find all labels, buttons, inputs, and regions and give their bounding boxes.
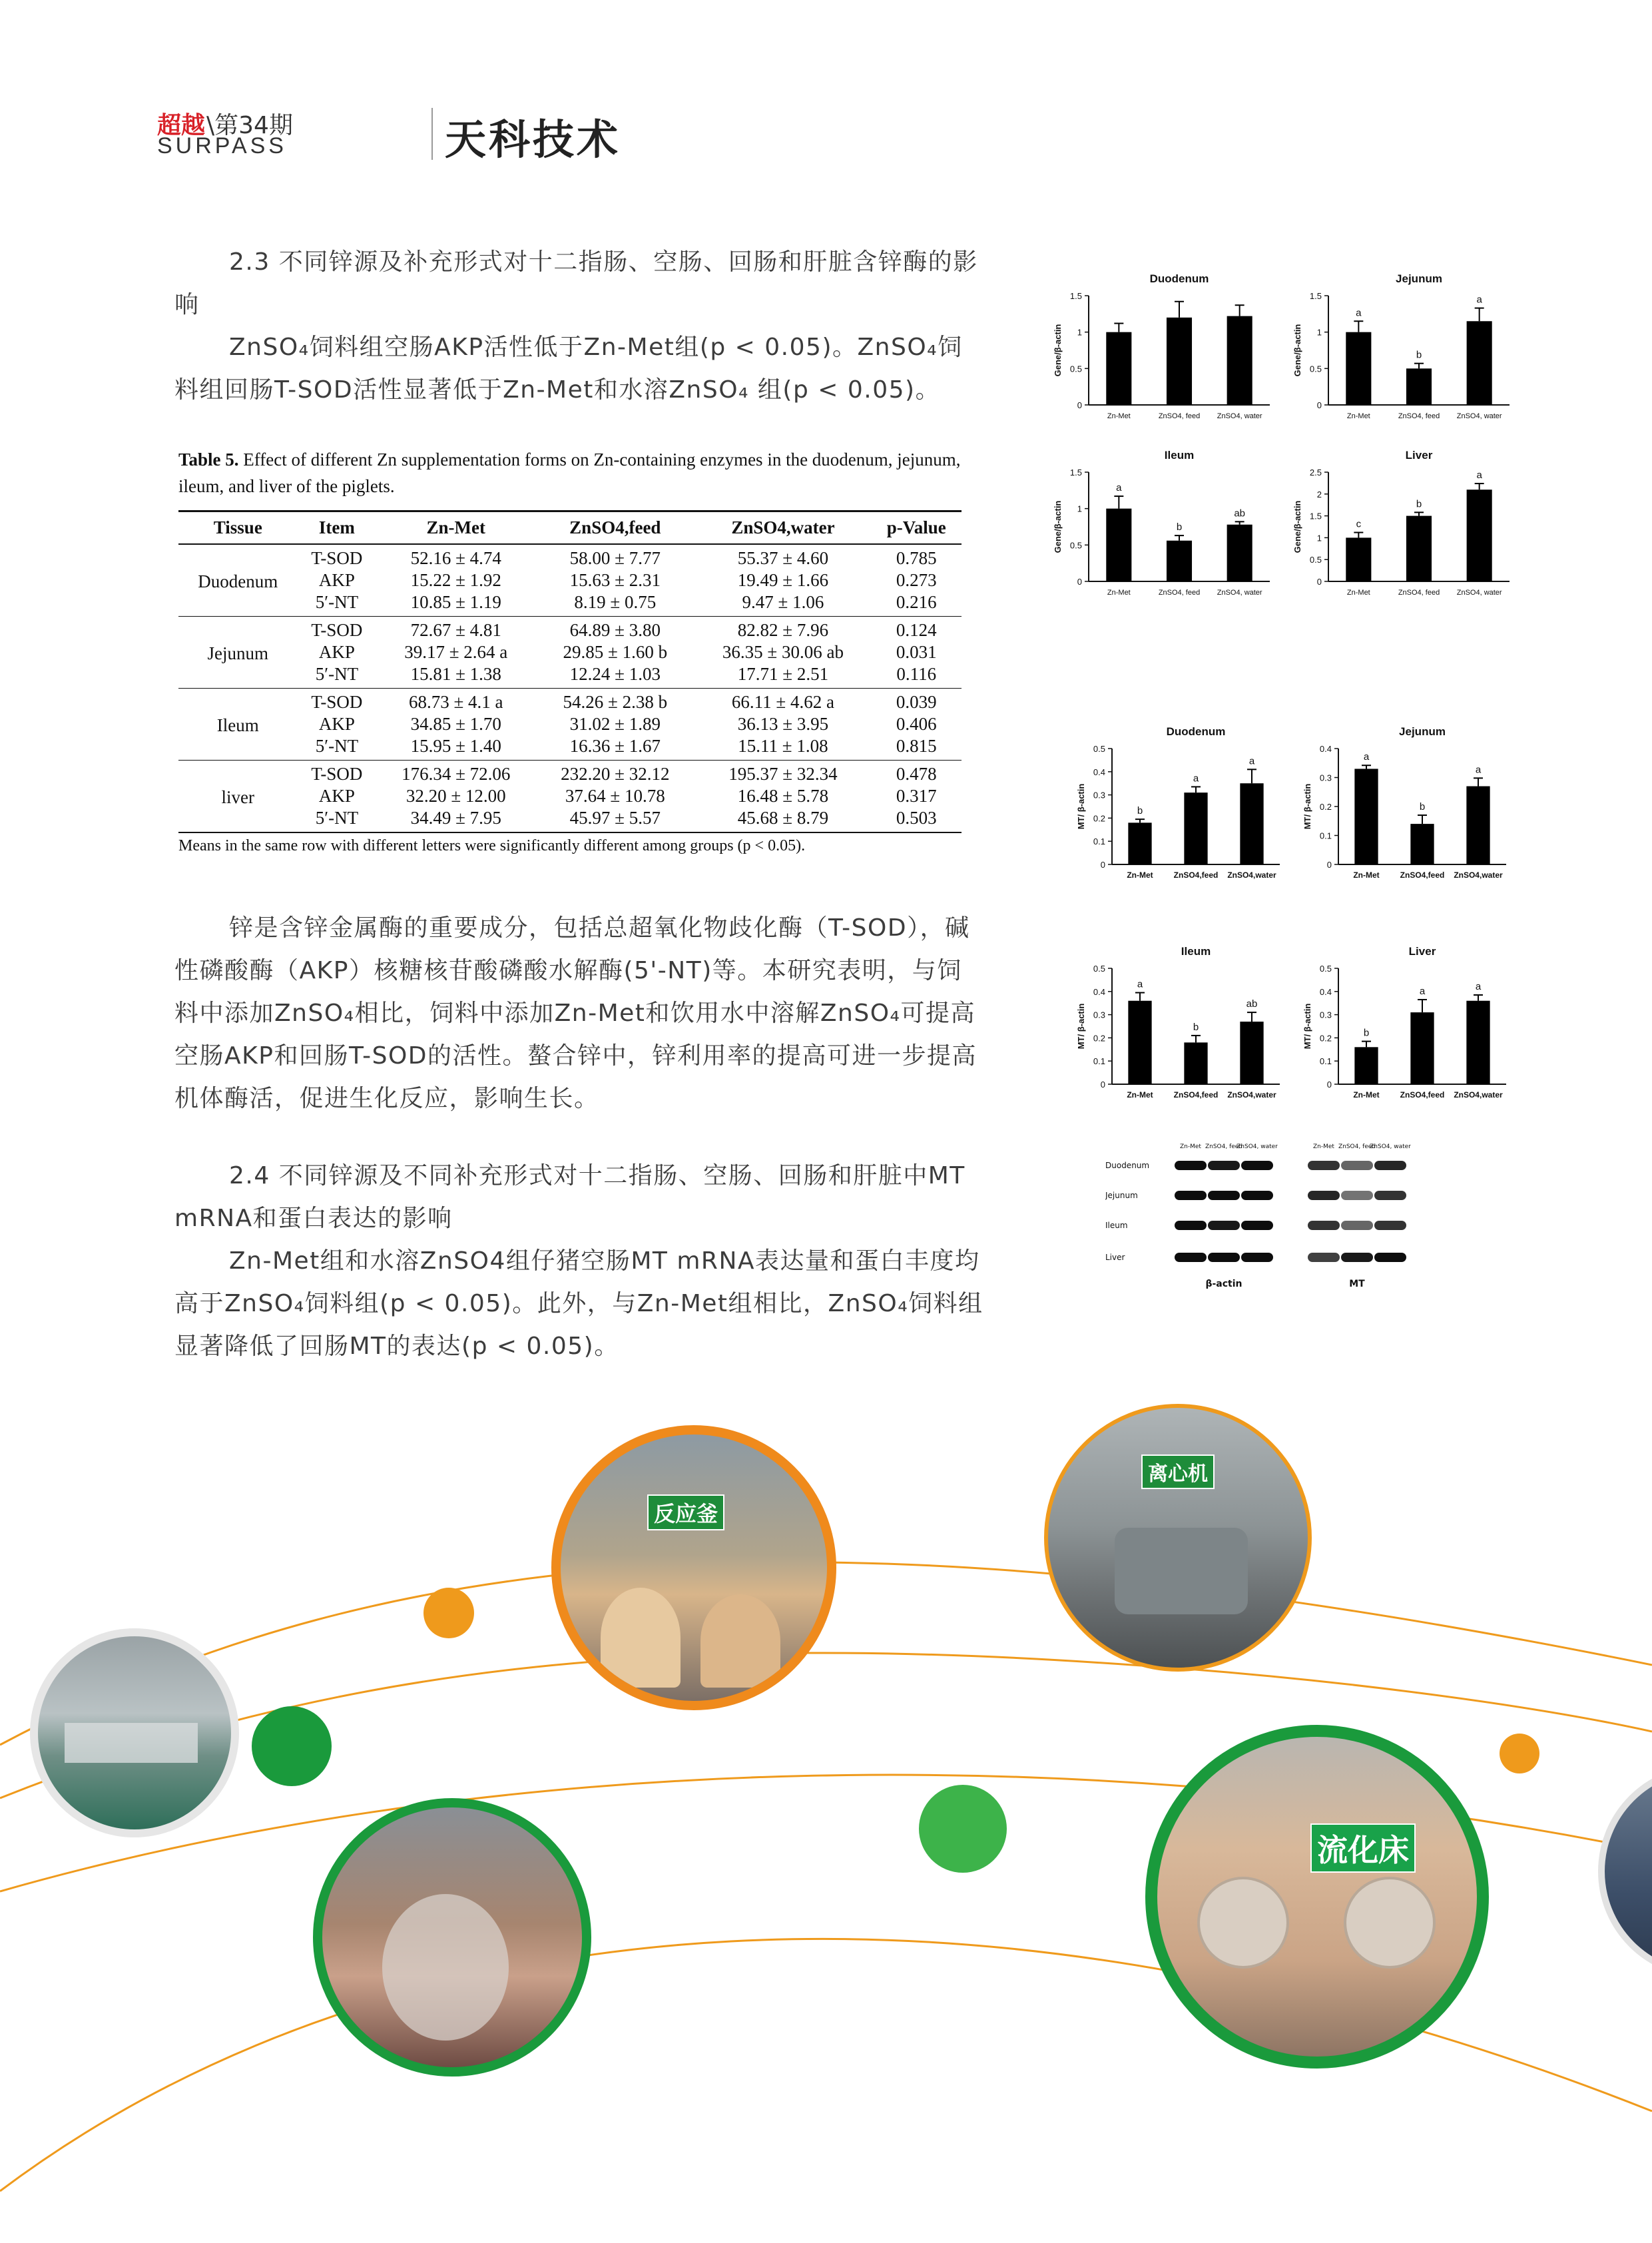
blot-band [1374, 1253, 1406, 1262]
table-cell: 15.63 ± 2.31 [569, 570, 661, 590]
y-axis-label: Gene/β-actin [1053, 324, 1063, 377]
chart-title: Ileum [1164, 449, 1195, 462]
chart-mt-duodenum [1065, 719, 1292, 892]
table-header-row [178, 511, 962, 545]
bar [1406, 368, 1432, 405]
table-cell: 32.20 ± 12.00 [406, 786, 506, 806]
table-cell: 0.124 [896, 620, 937, 640]
y-tick-label: 0 [1316, 577, 1322, 587]
y-tick-label: 0.2 [1319, 1033, 1332, 1044]
x-tick-label: ZnSO4,water [1227, 1090, 1276, 1100]
chart-mt-jejunum [1292, 719, 1518, 892]
table-cell: 0.039 [896, 692, 937, 712]
x-tick-label: ZnSO4, water [1217, 589, 1262, 597]
blot-band [1241, 1191, 1273, 1200]
y-tick-label: 0.3 [1093, 1010, 1105, 1020]
chart-gene-ileum [1042, 443, 1282, 609]
x-tick-label: ZnSO4,water [1454, 1090, 1503, 1100]
table-note: Means in the same row with different letters were significantly different among groups (p < 0.05). [178, 837, 806, 854]
chart-title: Jejunum [1399, 725, 1446, 738]
significance-letter: b [1419, 801, 1426, 813]
table-cell: 37.64 ± 10.78 [565, 786, 665, 806]
enzyme-table [178, 510, 962, 833]
bar [1184, 1042, 1207, 1084]
table-cell: 17.71 ± 2.51 [694, 663, 871, 689]
blot-row-label: Ileum [1105, 1221, 1128, 1230]
y-tick-label: 0.3 [1319, 1010, 1332, 1020]
table-cell: 15.95 ± 1.40 [376, 735, 535, 761]
y-tick-label: 1 [1316, 533, 1322, 543]
table-cell: 66.11 ± 4.62 a [731, 692, 834, 712]
blot-band [1341, 1191, 1373, 1200]
x-tick-label: ZnSO4,water [1227, 870, 1276, 880]
table-cell: 52.16 ± 4.74 [410, 548, 501, 568]
table-cell: 58.00 ± 7.77 [569, 548, 661, 568]
table-cell: 15.81 ± 1.38 [376, 663, 535, 689]
chart-gene-duodenum [1042, 266, 1282, 433]
chart-gene-jejunum [1282, 266, 1521, 433]
photo-centrifuge [1044, 1404, 1312, 1672]
chart-title: Liver [1408, 945, 1436, 958]
x-tick-label: ZnSO4,water [1454, 870, 1503, 880]
blot-band [1374, 1221, 1406, 1230]
table-cell: T-SOD [311, 764, 363, 784]
table-cell: 5′-NT [298, 735, 377, 761]
table-cell: 0.815 [872, 735, 962, 761]
y-tick-label: 0.5 [1319, 964, 1332, 974]
table-5 [178, 446, 964, 855]
section-2-4-body: Zn-Met组和水溶ZnSO4组仔猪空肠MT mRNA表达量和蛋白丰度均高于ZnSO₄饲料组(p < 0.05)。此外，与Zn-Met组相比，ZnSO₄饲料组显著降低了回肠MT的表达(p < 0.05)。 [174, 1247, 983, 1360]
table-cell: 15.11 ± 1.08 [694, 735, 871, 761]
blot-footer-mt: MT [1349, 1279, 1365, 1289]
significance-letter: a [1116, 482, 1122, 494]
significance-letter: a [1248, 755, 1255, 767]
y-tick-label: 0.1 [1319, 1056, 1332, 1067]
blot-column-label: Zn-Met [1313, 1143, 1334, 1150]
blot-column-label: ZnSO4, feed [1205, 1143, 1243, 1150]
y-tick-label: 2.5 [1309, 468, 1322, 478]
x-tick-label: Zn-Met [1353, 1090, 1380, 1100]
table-tissue-cell: Jejunum [178, 617, 298, 689]
bar [1466, 787, 1490, 864]
table-cell: 19.49 ± 1.66 [737, 570, 829, 590]
bar [1227, 525, 1252, 581]
y-tick-label: 0 [1326, 1080, 1332, 1090]
bar [1346, 537, 1371, 581]
issue-number: \第34期 [206, 112, 293, 139]
blot-band [1341, 1161, 1373, 1170]
table-cell: 5′-NT [298, 663, 377, 689]
table-header-0: Tissue [178, 511, 298, 545]
table-cell: 31.02 ± 1.89 [569, 714, 661, 734]
significance-letter: c [1356, 518, 1362, 530]
table-row [178, 617, 962, 642]
y-tick-label: 0.4 [1093, 986, 1105, 997]
significance-letter: a [1475, 764, 1482, 776]
x-tick-label: Zn-Met [1107, 412, 1131, 420]
y-tick-label: 0.2 [1093, 813, 1105, 824]
table-cell: 16.36 ± 1.67 [535, 735, 694, 761]
x-tick-label: ZnSO4, water [1456, 589, 1502, 597]
y-tick-label: 1.5 [1069, 468, 1082, 478]
table-caption-text: Effect of different Zn supplementation forms on Zn-containing enzymes in the duodenum, jejunum, ileum, and liver of the piglets. [178, 450, 961, 496]
table-tissue-cell: Ileum [178, 689, 298, 761]
significance-letter: b [1416, 498, 1422, 510]
blot-band [1208, 1191, 1240, 1200]
table-cell: 0.478 [896, 764, 937, 784]
table-cell: 45.97 ± 5.57 [535, 807, 694, 832]
label-reactor: 反应釜 [647, 1494, 724, 1530]
blot-row-label: Duodenum [1105, 1161, 1150, 1170]
table-cell: 0.785 [896, 548, 937, 568]
table-cell: 55.37 ± 4.60 [737, 548, 829, 568]
x-tick-label: ZnSO4,feed [1400, 1090, 1445, 1100]
table-cell: 0.317 [896, 786, 937, 806]
blot-band [1241, 1253, 1273, 1262]
table-cell: 16.48 ± 5.78 [737, 786, 829, 806]
table-cell: 5′-NT [298, 807, 377, 832]
chart-title: Duodenum [1166, 725, 1226, 738]
table-cell: AKP [318, 570, 355, 590]
y-tick-label: 2 [1316, 489, 1322, 499]
significance-letter: a [1475, 981, 1482, 993]
significance-letter: a [1419, 985, 1426, 997]
x-tick-label: Zn-Met [1127, 870, 1153, 880]
x-tick-label: ZnSO4,feed [1173, 870, 1219, 880]
significance-letter: a [1137, 978, 1143, 990]
blot-column-label: ZnSO4, water [1237, 1143, 1278, 1150]
table-cell: AKP [318, 786, 355, 806]
chart-title: Duodenum [1149, 272, 1209, 285]
table-cell: 15.22 ± 1.92 [410, 570, 501, 590]
blot-band [1175, 1253, 1207, 1262]
chart-gene-liver [1282, 443, 1521, 609]
section-2-3-heading: 2.3 不同锌源及补充形式对十二指肠、空肠、回肠和肝脏含锌酶的影响 [174, 248, 978, 318]
table-cell: 36.13 ± 3.95 [737, 714, 829, 734]
table-cell: 34.85 ± 1.70 [410, 714, 501, 734]
bar [1227, 316, 1252, 405]
table-header-4: ZnSO4,water [694, 511, 871, 545]
bar [1106, 332, 1131, 405]
y-tick-label: 0 [1326, 860, 1332, 870]
blot-row-label: Liver [1105, 1253, 1125, 1262]
y-tick-label: 0.5 [1069, 540, 1082, 551]
chart-mt-ileum [1065, 939, 1292, 1112]
bar [1240, 783, 1263, 864]
magazine-title: 天科技术 [445, 115, 621, 164]
blot-band [1175, 1161, 1207, 1170]
significance-letter: a [1356, 307, 1362, 319]
table-cell: 54.26 ± 2.38 b [563, 692, 668, 712]
chart-title: Liver [1405, 449, 1433, 462]
y-tick-label: 0.5 [1309, 364, 1322, 374]
table-cell: 8.19 ± 0.75 [535, 591, 694, 617]
blot-band [1308, 1221, 1340, 1230]
bar [1128, 822, 1151, 864]
bar [1240, 1022, 1263, 1084]
y-tick-label: 0.4 [1319, 986, 1332, 997]
photo-tanks [313, 1798, 591, 2077]
photo-workshop-floor [30, 1628, 239, 1837]
enzyme-paragraph [174, 907, 985, 1120]
x-tick-label: Zn-Met [1127, 1090, 1153, 1100]
masthead-divider [431, 108, 433, 160]
y-tick-label: 0 [1077, 577, 1082, 587]
x-tick-label: ZnSO4, feed [1398, 589, 1440, 597]
bar [1167, 541, 1192, 581]
x-tick-label: Zn-Met [1353, 870, 1380, 880]
significance-letter: a [1476, 470, 1482, 481]
photo-reactor [551, 1425, 836, 1710]
table-tissue-cell: liver [178, 761, 298, 833]
significance-letter: ab [1246, 998, 1258, 1010]
blot-column-label: ZnSO4, water [1370, 1143, 1411, 1150]
table-cell: AKP [318, 714, 355, 734]
table-cell: AKP [318, 642, 355, 662]
y-tick-label: 0.5 [1069, 364, 1082, 374]
y-tick-label: 0.1 [1319, 830, 1332, 841]
blot-band [1374, 1161, 1406, 1170]
y-tick-label: 1 [1077, 327, 1082, 338]
blot-band [1308, 1253, 1340, 1262]
bar [1184, 793, 1207, 864]
table-cell: 72.67 ± 4.81 [410, 620, 501, 640]
x-tick-label: Zn-Met [1346, 412, 1370, 420]
table-cell: 176.34 ± 72.06 [402, 764, 511, 784]
bar [1354, 769, 1378, 864]
blot-band [1341, 1253, 1373, 1262]
label-centrifuge: 离心机 [1141, 1454, 1215, 1489]
significance-letter: a [1476, 294, 1482, 306]
bar [1406, 516, 1432, 581]
x-tick-label: ZnSO4, feed [1158, 589, 1201, 597]
significance-letter: b [1363, 1027, 1370, 1039]
blot-band [1308, 1161, 1340, 1170]
y-tick-label: 1 [1316, 327, 1322, 338]
table-cell: 0.216 [872, 591, 962, 617]
y-tick-label: 0 [1100, 1080, 1105, 1090]
section-2-3 [174, 241, 985, 412]
table-cell: 64.89 ± 3.80 [569, 620, 661, 640]
blot-band [1241, 1221, 1273, 1230]
enzyme-paragraph-text: 锌是含锌金属酶的重要成分，包括总超氧化物歧化酶（T-SOD），碱性磷酸酶（AKP）核糖核苷酸磷酸水解酶(5'-NT)等。本研究表明，与饲料中添加ZnSO₄相比，饲料中添加Zn-Met和饮用水中溶解ZnSO₄可提高空肠AKP和回肠T-SOD的活性。螯合锌中，锌利用率的提高可进一步提高机体酶活，促进生化反应，影响生长。 [174, 914, 977, 1112]
table-cell: 9.47 ± 1.06 [694, 591, 871, 617]
table-row [178, 544, 962, 569]
x-tick-label: Zn-Met [1107, 589, 1131, 597]
section-2-4 [174, 1155, 985, 1368]
y-tick-label: 0.1 [1093, 836, 1105, 847]
table-cell: T-SOD [311, 620, 363, 640]
blot-band [1308, 1191, 1340, 1200]
section-2-3-body: ZnSO₄饲料组空肠AKP活性低于Zn-Met组(p < 0.05)。ZnSO₄饲料组回肠T-SOD活性显著低于Zn-Met和水溶ZnSO₄ 组(p < 0.05)。 [174, 334, 963, 404]
x-tick-label: ZnSO4, feed [1398, 412, 1440, 420]
blot-column-label: ZnSO4, feed [1338, 1143, 1376, 1150]
y-tick-label: 0 [1316, 400, 1322, 410]
y-tick-label: 1.5 [1309, 291, 1322, 301]
y-tick-label: 0.2 [1319, 802, 1332, 812]
y-axis-label: MT/ β-actin [1302, 783, 1312, 830]
significance-letter: b [1193, 1021, 1199, 1033]
table-tissue-cell: Duodenum [178, 544, 298, 617]
table-cell: 5′-NT [298, 591, 377, 617]
y-axis-label: MT/ β-actin [1302, 1003, 1312, 1050]
blot-band [1175, 1191, 1207, 1200]
table-header-5: p-Value [872, 511, 962, 545]
y-tick-label: 0.5 [1093, 744, 1105, 754]
y-tick-label: 1 [1077, 503, 1082, 514]
x-tick-label: Zn-Met [1346, 589, 1370, 597]
y-tick-label: 0.5 [1093, 964, 1105, 974]
significance-letter: b [1176, 521, 1183, 533]
section-2-4-heading: 2.4 不同锌源及不同补充形式对十二指肠、空肠、回肠和肝脏中MT mRNA和蛋白表达的影响 [174, 1162, 965, 1232]
table-cell: 0.503 [872, 807, 962, 832]
western-blot [1105, 1139, 1452, 1299]
label-fluid-bed: 流化床 [1310, 1823, 1416, 1873]
x-tick-label: ZnSO4, water [1217, 412, 1262, 420]
blot-band [1208, 1253, 1240, 1262]
blot-footer-actin: β-actin [1205, 1279, 1242, 1289]
x-tick-label: ZnSO4,feed [1400, 870, 1445, 880]
table-cell: 0.116 [872, 663, 962, 689]
significance-letter: a [1363, 751, 1370, 763]
y-tick-label: 0.3 [1093, 790, 1105, 801]
blot-band [1341, 1221, 1373, 1230]
y-axis-label: Gene/β-actin [1292, 500, 1302, 553]
significance-letter: a [1193, 773, 1199, 785]
table-cell: 0.273 [896, 570, 937, 590]
brand-name-cn: 超越 [157, 112, 206, 139]
y-tick-label: 1.5 [1309, 511, 1322, 521]
bar [1466, 1001, 1490, 1084]
y-axis-label: MT/ β-actin [1076, 783, 1086, 830]
table-cell: 10.85 ± 1.19 [376, 591, 535, 617]
table-cell: 34.49 ± 7.95 [376, 807, 535, 832]
photo-fluid-bed [1145, 1725, 1489, 2069]
table-cell: 0.031 [896, 642, 937, 662]
y-tick-label: 0 [1100, 860, 1105, 870]
y-tick-label: 0.4 [1093, 767, 1105, 777]
bar [1346, 332, 1371, 405]
y-tick-label: 0.1 [1093, 1056, 1105, 1067]
blot-row-label: Jejunum [1105, 1191, 1138, 1200]
bar [1106, 509, 1131, 581]
x-tick-label: ZnSO4, feed [1158, 412, 1201, 420]
bar [1467, 321, 1492, 405]
y-tick-label: 0 [1077, 400, 1082, 410]
brand-name-en: SURPASS [157, 133, 287, 159]
blot-band [1208, 1161, 1240, 1170]
y-tick-label: 0.3 [1319, 773, 1332, 783]
table-cell: 232.20 ± 32.12 [561, 764, 670, 784]
chart-title: Jejunum [1396, 272, 1442, 285]
table-row [178, 761, 962, 786]
y-tick-label: 0.2 [1093, 1033, 1105, 1044]
table-cell: 45.68 ± 8.79 [694, 807, 871, 832]
table-cell: T-SOD [311, 692, 363, 712]
blot-band [1241, 1161, 1273, 1170]
bar [1128, 1001, 1151, 1084]
blot-band [1374, 1191, 1406, 1200]
y-axis-label: Gene/β-actin [1053, 500, 1063, 553]
y-tick-label: 1.5 [1069, 291, 1082, 301]
significance-letter: b [1137, 805, 1143, 817]
table-cell: 39.17 ± 2.64 a [404, 642, 508, 662]
table-caption-label: Table 5. [178, 450, 239, 470]
significance-letter: b [1416, 349, 1422, 361]
x-tick-label: ZnSO4,feed [1173, 1090, 1219, 1100]
blot-band [1175, 1221, 1207, 1230]
y-tick-label: 0.4 [1319, 744, 1332, 754]
y-tick-label: 0.5 [1309, 555, 1322, 565]
x-tick-label: ZnSO4, water [1456, 412, 1502, 420]
table-cell: 12.24 ± 1.03 [535, 663, 694, 689]
table-cell: 36.35 ± 30.06 ab [722, 642, 844, 662]
bar [1354, 1047, 1378, 1084]
table-cell: 0.406 [896, 714, 937, 734]
table-row [178, 689, 962, 714]
table-header-2: Zn-Met [376, 511, 535, 545]
bar [1410, 824, 1434, 864]
table-header-1: Item [298, 511, 377, 545]
chart-title: Ileum [1181, 945, 1211, 958]
blot-column-label: Zn-Met [1180, 1143, 1201, 1150]
y-axis-label: Gene/β-actin [1292, 324, 1302, 377]
table-cell: 82.82 ± 7.96 [737, 620, 829, 640]
significance-letter: ab [1234, 507, 1246, 519]
table-caption [178, 446, 964, 499]
table-cell: 68.73 ± 4.1 a [408, 692, 503, 712]
bar [1167, 318, 1192, 405]
blot-band [1208, 1221, 1240, 1230]
table-cell: T-SOD [311, 548, 363, 568]
table-cell: 29.85 ± 1.60 b [563, 642, 668, 662]
table-header-3: ZnSO4,feed [535, 511, 694, 545]
table-cell: 195.37 ± 32.34 [728, 764, 838, 784]
chart-mt-liver [1292, 939, 1518, 1112]
y-axis-label: MT/ β-actin [1076, 1003, 1086, 1050]
bar [1467, 489, 1492, 581]
bar [1410, 1012, 1434, 1084]
